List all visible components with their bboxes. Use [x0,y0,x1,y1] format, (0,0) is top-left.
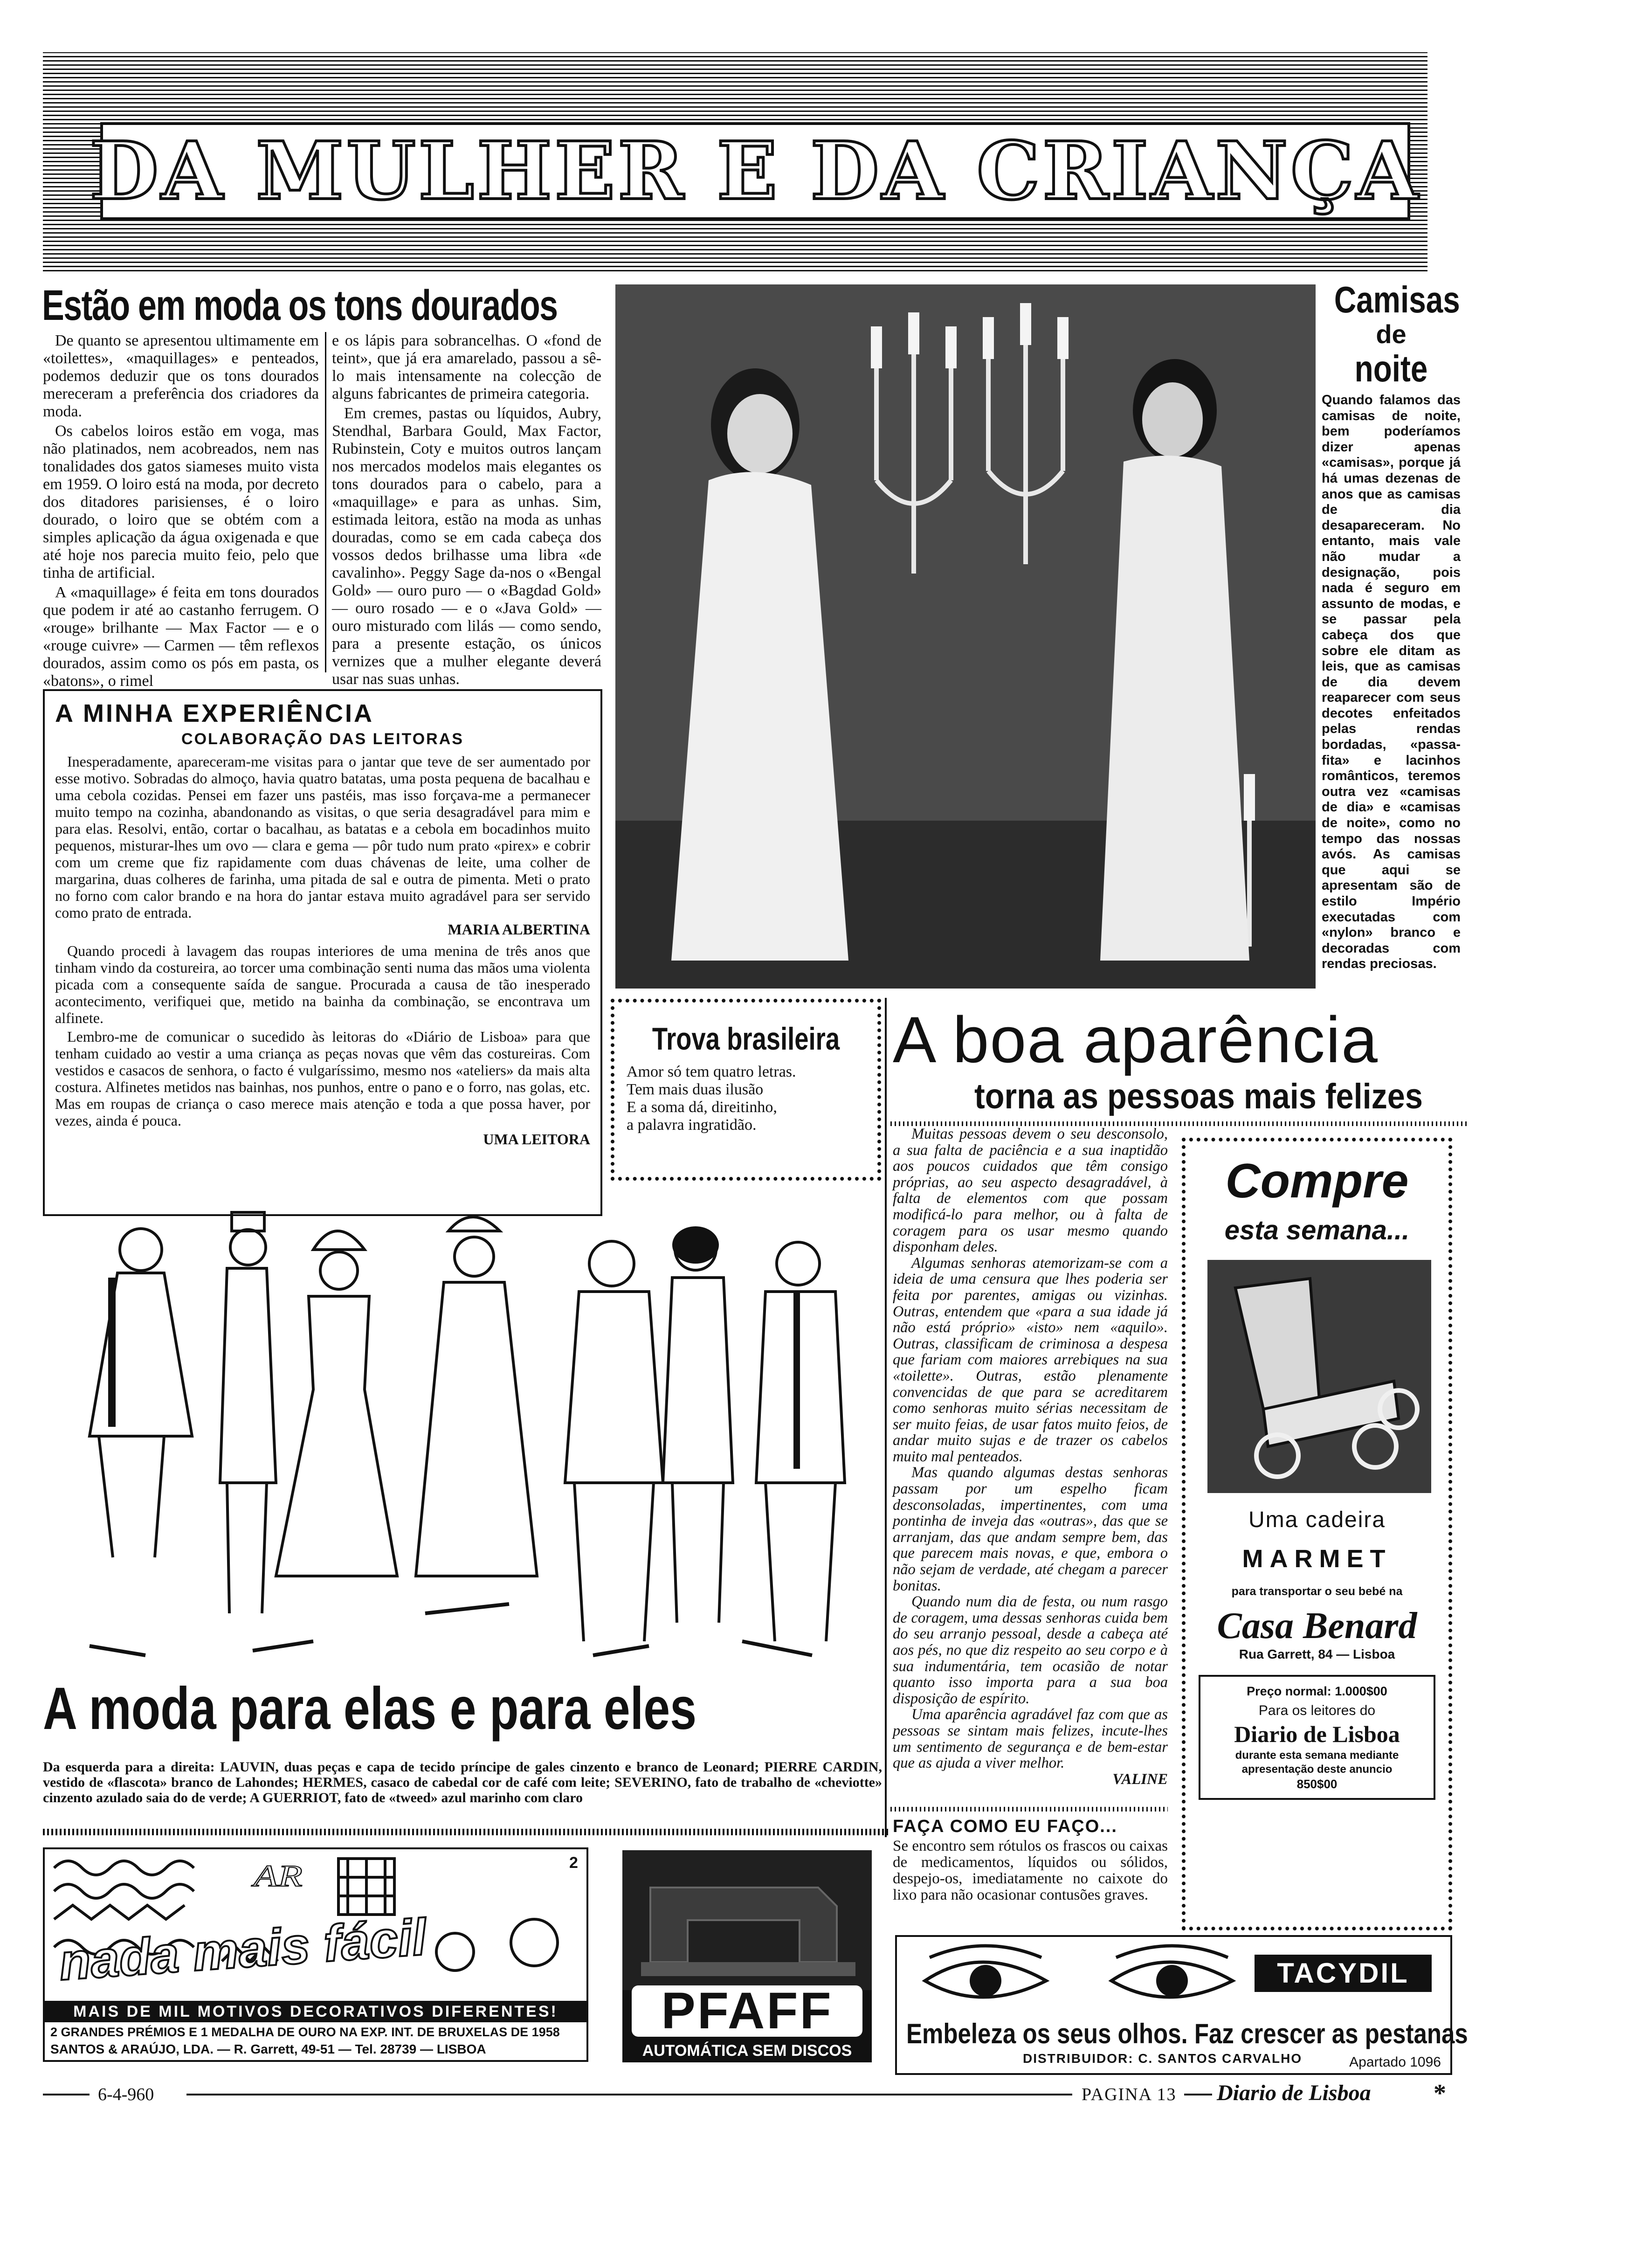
ad-tacydil-slogan: Embeleza os seus olhos. Faz crescer as pestanas [906,2018,1468,2049]
dourados-para: Os cabelos loiros estão em voga, mas não platinados, nem acobreados, nem nas tonalidades dos gatos siameses muito vista em 1959. O loiro está na moda, por decreto dos ditadores parisienses, é o loiro dourado, o loiro que se obtém com a simples aplicação da água oxigenada e que até hoje nos parecia muito feio, pelo que tinha de artificial. [43,422,319,581]
footer-date: 6-4-960 [98,2085,154,2104]
eyes-icon [916,1943,1289,2013]
ad-nada-number: 2 [569,1854,578,1872]
ad-compre-address: Rua Garrett, 84 — Lisboa [1239,1647,1395,1661]
boa-aparencia-para: Muitas pessoas devem o seu desconsolo, a sua falta de paciência e a sua inaptidão aos poucos cuidados que têm consigo próprias, ao seu aspecto desagradável, à falta de elementos com que possam modificá-lo para melhor, ou à falta de coragem para os usar mesmo quando disponham deles. [893,1126,1168,1256]
nightgown-photo-illustration [615,284,1316,989]
camisas-title-1: Camisas [1334,279,1460,320]
faca-top-rule [890,1807,1168,1812]
trova-line: Amor só tem quatro letras. [627,1063,796,1080]
ad-nada-banner: MAIS DE MIL MOTIVOS DECORATIVOS DIFERENTES! [45,2001,586,2022]
article-dourados-col2 [332,332,601,690]
boa-aparencia-para: Quando num dia de festa, ou num rasgo de coragem, uma dessas senhoras cuida bem do seu arranjo pessoal, desde a cabeça até aos pés, no que diz respeito ao seu corpo e à sua indumentária, tem ocasião de notar quanto isso importa para a sua boa disposição de espírito. [893,1593,1168,1707]
trova-line: E a soma dá, direitinho, [627,1099,777,1116]
trova-line: Tem mais duas ilusão [627,1081,764,1098]
ad-nada-ar: AR [253,1859,303,1893]
masthead-plate [90,122,1421,220]
footer-star: * [1434,2079,1446,2107]
ad-nada-prize: 2 GRANDES PRÉMIOS E 1 MEDALHA DE OURO NA EXP. INT. DE BRUXELAS DE 1958 [50,2025,560,2039]
fashion-sketch [43,1194,882,1669]
ad-compre-title: Compre [1225,1154,1409,1208]
boa-aparencia-body [893,1126,1168,1787]
ad-pfaff-tagline: AUTOMÁTICA SEM DISCOS [642,2042,852,2060]
ad-compre-readers: Para os leitores do [1258,1703,1376,1718]
experiencia-para: Lembro-me de comunicar o sucedido às leitoras do «Diário de Lisboa» para que tenham cuidado ao vestir a uma criança as peças novas que vêm das costureiras. Com vestidos e casacos de senhora, o facto é vulgaríssimo, mesmo nos «ateliers» da mais alta costura. Alfinetes metidos nas bainhas, nos punhos, entre o pano e o forro, nas golas, etc. Mas em roupas de criança o caso merece mais atenção e toda a que possa haver, por vezes, ainda é pouca. [55,1028,590,1129]
ad-nada-slogan: nada mais fácil [57,1908,428,1991]
camisas-text: Quando falamos das camisas de noite, bem poderíamos dizer apenas «camisas», porque já há umas dezenas de anos que as camisas de dia desapareceram. No entanto, mais vale não mudar a designação, pois nada é seguro em assunto de modas, e se passar pela cabeça dos que sobre ele ditam as leis, que as camisas de dia devem reaparecer com seus decotes enfeitados pelas rendas bordadas, «passa-fita» e lacinhos românticos, teremos outra vez «camisas de dia» e «camisas de noite», como no tempo das nossas avós. As camisas que aqui se apresentam são de estilo Império executadas com «nylon» branco e decoradas com rendas preciosas. [1322,393,1461,972]
boa-aparencia-para: Algumas senhoras atemorizam-se com a ideia de uma censura que lhes poderia ser feita por parentes, amigas ou vizinhas. Outras, entendem que «para a sua idade já não está próprio» «isto» nem «aquilo». Outras, classificam de criminosa a despesa que fariam com maiores arrebiques na sua «toilette». Outras, estão plenamente convencidas de que para se acreditarem como senhoras muito sérias necessitam de ser muito feias, de usar fatos muito feios, de andar muito sujas e de trazer os cabelos muito mal penteados. [893,1254,1168,1465]
ad-tacydil-box: Apartado 1096 [1349,2054,1441,2070]
masthead-title: DA MULHER E DA CRIANÇA [90,124,1421,218]
experiencia-signature: UMA LEITORA [483,1131,590,1148]
ad-compre-paper: Diario de Lisboa [1234,1721,1400,1747]
faca-title: FAÇA COMO EU FAÇO... [893,1817,1117,1836]
ad-compre-subtitle: esta semana... [1224,1215,1410,1245]
ad-compre-store: Casa Benard [1217,1605,1417,1646]
trova-line: a palavra ingratidão. [627,1116,757,1134]
footer-rule-mid [186,2094,1072,2095]
dourados-para: A «maquillage» é feita em tons dourados que podem ir até ao castanho ferrugem. O «rouge» brilhante — Max Factor — e o «rouge cuivre» — Carmen — têm reflexos dourados, assim como os pós em pasta, os «batons», o rimel [43,584,319,690]
moda-divider [43,1829,889,1835]
ad-pfaff [622,1850,872,2062]
ad-compre-price-box [1199,1675,1435,1800]
ad-compre-product1: Uma cadeira [1248,1507,1386,1532]
boa-aparencia-para: Mas quando algumas destas senhoras passam por um espelho ficam desconsoladas, impertinentes, com uma pontinha de inveja das «outras», das que se arranjam, das que andam sempre bem, das que parecem mais novas, e que, embora o não sejam de verdade, até chegam a parecer bonitas. [893,1464,1168,1594]
sewing-machine-icon [622,1850,872,1990]
trova-box [611,999,881,1181]
camisas-title-2: de [1376,319,1407,349]
ad-compre [1182,1138,1452,1930]
stroller-image [1198,1260,1436,1493]
experiencia-para: Quando procedi à lavagem das roupas interiores de uma menina de três anos que tinham vindo da costureira, ao torcer uma combinação senti numa das mãos uma violenta picada com a consequente saída de sangue. Procurada a causa de tão inesperado acontecimento, verifiquei que, metido na bainha da combinação, se encontrava um alfinete. [55,942,590,1026]
ad-nada [43,1847,588,2062]
ad-compre-tagline: para transportar o seu bebé na [1231,1585,1403,1598]
article-dourados-col1 [43,332,319,692]
boa-aparencia-title: A boa aparência [893,1003,1379,1076]
boa-aparencia-left-rule [885,998,887,1837]
boa-aparencia-subtitle: torna as pessoas mais felizes [974,1077,1423,1116]
article-dourados-headline: Estão em moda os tons dourados [42,282,558,329]
experiencia-signature: MARIA ALBERTINA [448,921,590,938]
boa-aparencia-para: Uma aparência agradável faz com que as pessoas se sintam mais felizes, incute-lhes um sentimento de segurança e de bem-estar que as ajuda a viver melhor. [893,1706,1168,1772]
dourados-para: e os lápis para sobrancelhas. O «fond de teint», que já era amarelado, passou a sê-lo mais intensamente na colecção de alguns fabricantes de primeira categoria. [332,332,601,402]
ad-tacydil-distributor: DISTRIBUIDOR: C. SANTOS CARVALHO [1023,2051,1303,2066]
faca-text: Se encontro sem rótulos os frascos ou caixas de medicamentos, líquidos ou sólidos, despejo-os, imediatamente no caixote do lixo para não ocasionar contusões graves. [893,1838,1168,1903]
ad-pfaff-brand: PFAFF [632,1985,862,2037]
camisas-column [1322,280,1461,972]
column-divider [325,332,326,672]
nightgown-photo [615,284,1316,989]
footer-rule-right [1184,2094,1212,2095]
experiencia-box [43,689,602,1216]
dourados-para: De quanto se apresentou ultimamente em «toilettes», «maquillages» e penteados, podemos deduzir que os tons dourados mereceram a preferência dos criadores da moda. [43,332,319,420]
footer-paper: Diario de Lisboa [1217,2081,1371,2105]
ad-nada-address: SANTOS & ARAÚJO, LDA. — R. Garrett, 49-51 — Tel. 28739 — LISBOA [50,2042,486,2056]
footer-page: PAGINA 13 [1082,2085,1177,2104]
moda-title: A moda para elas e para eles [43,1675,697,1742]
ad-compre-offer-price: 850$00 [1296,1777,1338,1791]
footer-rule-left [43,2094,90,2095]
ad-tacydil-brand: TACYDIL [1255,1955,1432,1992]
stroller-icon [1198,1260,1436,1493]
moda-caption: Da esquerda para a direita: LAUVIN, duas peças e capa de tecido príncipe de gales cinzento e branco de Leonard; PIERRE CARDIN, vestido de «flascota» branco de Lahondes; HERMES, casaco de cabedal cor de café com leite; SEVERINO, fato de trabalho de «cheviotte» cinzento azulado saia do de verde; A GUERRIOT, fato de «tweed» azul marinho com claro [43,1759,882,1805]
ad-compre-price: Preço normal: 1.000$00 [1247,1684,1387,1698]
experiencia-title: A MINHA EXPERIÊNCIA [55,699,374,727]
fashion-illustration [43,1194,882,1669]
ad-compre-product2: MARMET [1242,1545,1392,1573]
ad-compre-offer: durante esta semana mediante apresentação deste anuncio [1235,1749,1399,1776]
camisas-title-3: noite [1354,348,1428,389]
experiencia-subtitle: COLABORAÇÃO DAS LEITORAS [181,730,464,748]
dourados-para: Em cremes, pastas ou líquidos, Aubry, Stendhal, Barbara Gould, Max Factor, Rubinstein, Coty e muitos outros lançam nos mercados modelos mais elegantes os tons dourados para o cabelo, para a «maquillage» e para as unhas. Sim, estimada leitora, estão na moda as unhas douradas, como se em cada cabeça dos vossos dedos brilhasse uma libra «de cavalinho». Peggy Sage da-nos o «Bengal Gold» — ouro puro — o «Bagdad Gold» — ouro rosado — e o «Java Gold» — ouro misturado com lilás — como sendo, para a presente estação, os únicos vernizes que a mulher elegante deverá usar nas suas unhas. [332,405,601,688]
boa-aparencia-signature: VALINE [1112,1770,1168,1788]
ad-tacydil [895,1935,1468,2075]
trova-title: Trova brasileira [652,1021,840,1057]
experiencia-para: Inesperadamente, apareceram-me visitas para o jantar que teve de ser aumentado por esse motivo. Sobradas do almoço, havia quatro batatas, uma posta pequena de bacalhau e uma cebola cozidas. Pensei em fazer uns pastéis, mas isso forçava-me a permanecer muito tempo na cozinha, abandonando as visitas, o que seria desagradável para mim e para elas. Resolvi, então, cortar o bacalhau, as batatas e a cebola em bocadinhos muito pequenos, misturar-lhes um ovo — clara e gema — pôr tudo num prato «pirex» e cobrir com um creme que fiz rapidamente com duas chávenas de leite, uma colher de margarina, duas colheres de farinha, uma pitada de sal e outra de pimenta. Meti o prato no forno com calor brando e na hora do jantar estava muito agradável para ser servido como prato de entrada. [55,753,590,921]
